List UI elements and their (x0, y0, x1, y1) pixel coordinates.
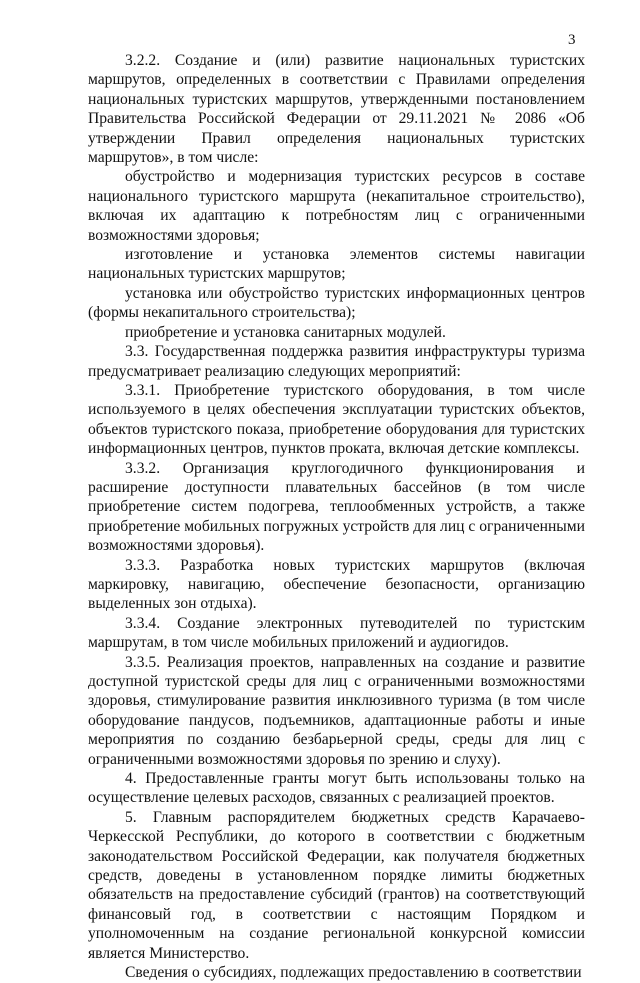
paragraph-list-item-1: обустройство и модернизация туристских ресурсов в составе национального туристского маршрута (некапитальное строительство), включая их адаптацию к потребностям лиц с ограниченными возможностями здоровья; (88, 168, 585, 244)
paragraph-list-item-3: установка или обустройство туристских информационных центров (формы некапитального строительства); (88, 284, 585, 322)
paragraph-3-3: 3.3. Государственная поддержка развития инфраструктуры туризма предусматривает реализацию следующих мероприятий: (88, 343, 585, 380)
paragraph-4: 4. Предоставленные гранты могут быть использованы только на осуществление целевых расходов, связанных с реализацией проектов. (88, 770, 585, 807)
paragraph-3-3-3: 3.3.3. Разработка новых туристских маршрутов (включая маркировку, навигацию, обеспечение безопасности, организацию выделенных зон отдыха). (88, 556, 585, 613)
paragraph-list-item-2: изготовление и установка элементов системы навигации национальных туристских маршрутов; (88, 246, 585, 283)
paragraph-3-2-2: 3.2.2. Создание и (или) развитие национальных туристских маршрутов, определенных в соответствии с Правилами определения национальных туристских маршрутов, утвержденными постановлением Правительства Российской Федерации от 29.11.2021 № 2086 «Об утверждении Правил определения национальных туристских маршрутов», в том числе: (88, 52, 585, 167)
paragraph-list-item-4: приобретение и установка санитарных модулей. (125, 323, 446, 341)
document-body (88, 51, 585, 983)
paragraph-subsidy-info: Сведения о субсидиях, подлежащих предоставлению в соответствии (125, 964, 582, 982)
paragraph-3-3-5: 3.3.5. Реализация проектов, направленных на создание и развитие доступной туристской среды для лиц с ограниченными возможностями здоровья, стимулирование развития инклюзивного туризма (в том числе оборудование пандусов, подъемников, адаптационные работы и иные мероприятия по созданию безбарьерной среды, среды для лиц с ограниченными возможностями здоровья по зрению и слуху). (88, 653, 585, 768)
paragraph-5: 5. Главным распорядителем бюджетных средств Карачаево-Черкесской Республики, до которого в соответствии с бюджетным законодательством Российской Федерации, как получателя бюджетных средств, доведены в установленном порядке лимиты бюджетных обязательств на предоставление субсидий (грантов) на соответствующий финансовый год, в соответствии с настоящим Порядком и уполномоченным на создание региональной конкурсной комиссии является Министерство. (88, 808, 585, 962)
paragraph-3-3-1: 3.3.1. Приобретение туристского оборудования, в том числе используемого в целях обеспечения эксплуатации туристских объектов, объектов туристского показа, приобретение оборудования для туристских информационных центров, пунктов проката, включая детские комплексы. (88, 381, 585, 458)
paragraph-3-3-4: 3.3.4. Создание электронных путеводителей по туристским маршрутам, в том числе мобильных приложений и аудиогидов. (88, 614, 585, 652)
paragraph-3-3-2: 3.3.2. Организация круглогодичного функционирования и расширение доступности плавательных бассейнов (в том числе приобретение систем подогрева, теплообменных устройств, а также приобретение мобильных погружных устройств для лиц с ограниченными возможностями здоровья). (88, 459, 585, 555)
page-number: 3 (568, 32, 576, 48)
